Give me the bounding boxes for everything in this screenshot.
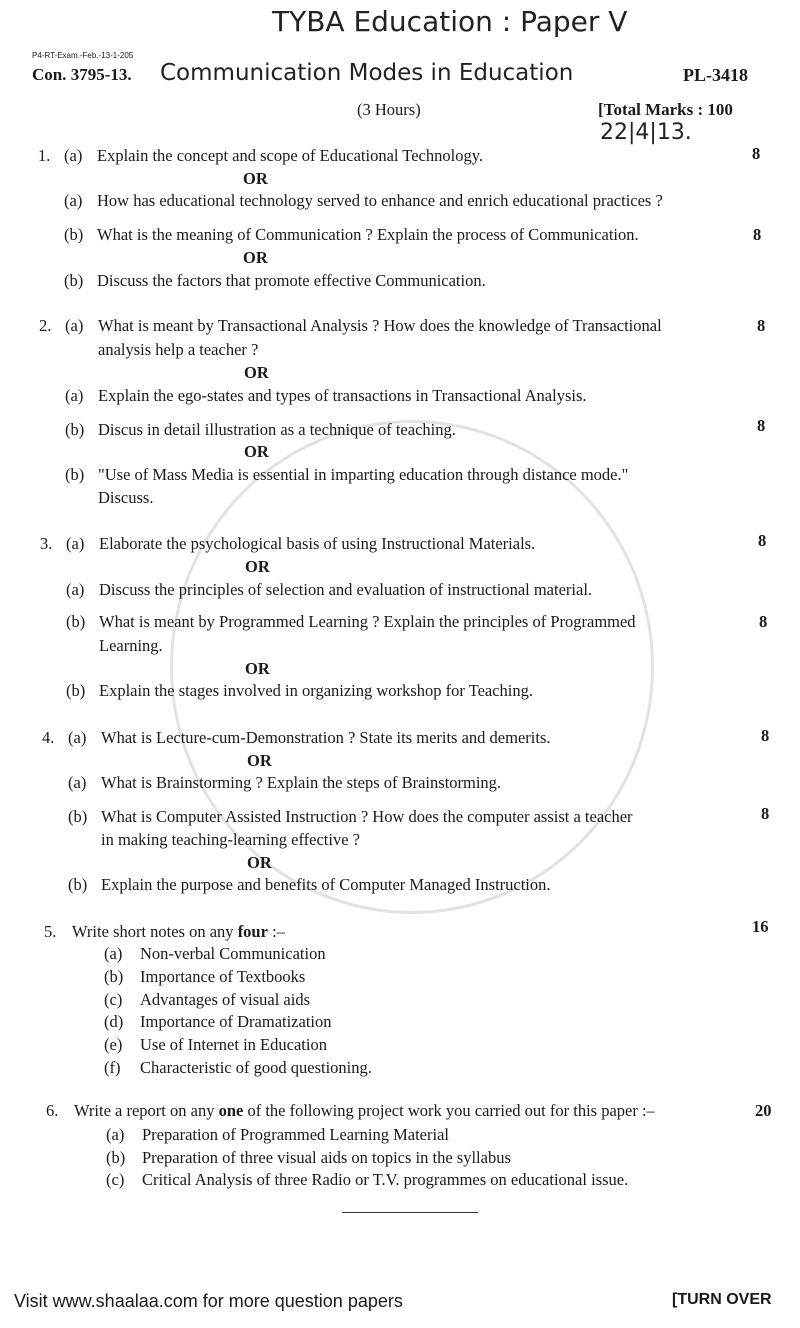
question-text-continued: Learning.	[99, 636, 163, 655]
part-label: (b)	[66, 612, 86, 631]
question-text: What is Lecture-cum-Demonstration ? State its merits and demerits.	[101, 728, 551, 747]
part-label: (b)	[68, 875, 88, 894]
question-text: Explain the stages involved in organizing workshop for Teaching.	[99, 681, 534, 700]
marks: 8	[759, 612, 768, 631]
emphasis-word: four	[237, 922, 268, 941]
total-marks: [Total Marks : 100	[598, 100, 733, 119]
part-label: (a)	[65, 316, 84, 335]
question-text: What is meant by Transactional Analysis ? How does the knowledge of Transactional	[98, 316, 662, 335]
question-text-start: Write short notes on any	[72, 922, 234, 941]
end-divider	[342, 1212, 478, 1213]
part-label: (b)	[65, 465, 85, 484]
sub-item-text: Importance of Dramatization	[140, 1012, 332, 1031]
sub-item-text: Advantages of visual aids	[140, 990, 311, 1009]
sub-item-text: Non-verbal Communication	[140, 944, 326, 963]
sub-label: (b)	[106, 1148, 126, 1167]
or-separator: OR	[247, 751, 272, 770]
question-text	[72, 924, 285, 941]
marks: 8	[753, 225, 762, 244]
duration: (3 Hours)	[357, 100, 421, 119]
or-separator: OR	[245, 557, 270, 576]
part-label: (b)	[68, 807, 88, 826]
question-text: How has educational technology served to enhance and enrich educational practices ?	[97, 191, 663, 210]
sub-label: (b)	[104, 967, 124, 986]
question-number: 3.	[40, 534, 53, 553]
sub-label: (a)	[104, 944, 123, 963]
sub-label: (e)	[104, 1035, 123, 1054]
sub-item-text: Preparation of Programmed Learning Material	[142, 1125, 449, 1144]
marks: 8	[761, 804, 770, 823]
sub-label: (a)	[106, 1125, 125, 1144]
handwritten-date: 22|4|13.	[600, 120, 692, 145]
part-label: (b)	[65, 420, 85, 439]
handwritten-subject: Communication Modes in Education	[160, 60, 574, 86]
question-text-continued: Discuss.	[98, 488, 154, 507]
or-separator: OR	[245, 659, 270, 678]
or-separator: OR	[244, 363, 269, 382]
part-label: (a)	[68, 773, 87, 792]
question-text-end: of the following project work you carried out for this paper :–	[243, 1101, 655, 1120]
marks: 8	[752, 144, 761, 163]
sub-item-text: Characteristic of good questioning.	[140, 1058, 372, 1077]
question-text: Explain the ego-states and types of transactions in Transactional Analysis.	[98, 386, 587, 405]
question-text: Explain the concept and scope of Educational Technology.	[97, 146, 484, 165]
part-label: (b)	[64, 271, 84, 290]
print-code: P4-RT-Exam.-Feb.-13-1-205	[32, 51, 134, 60]
marks: 8	[758, 531, 767, 550]
question-text-continued: analysis help a teacher ?	[98, 340, 259, 359]
question-number: 6.	[46, 1101, 59, 1120]
question-number: 5.	[44, 922, 57, 941]
part-label: (a)	[66, 534, 85, 553]
sub-item-text: Use of Internet in Education	[140, 1035, 327, 1054]
question-number: 2.	[39, 316, 52, 335]
question-text: Explain the purpose and benefits of Computer Managed Instruction.	[101, 875, 551, 894]
sub-item-text: Preparation of three visual aids on topics in the syllabus	[142, 1148, 511, 1167]
emphasis-word: one	[218, 1101, 244, 1120]
question-text: Discus in detail illustration as a technique of teaching.	[98, 420, 456, 439]
part-label: (b)	[66, 681, 86, 700]
footer-visit-text: Visit www.shaalaa.com for more question papers	[14, 1291, 403, 1311]
or-separator: OR	[247, 853, 272, 872]
marks: 8	[761, 726, 770, 745]
sub-label: (c)	[104, 990, 123, 1009]
question-text: Discuss the factors that promote effective Communication.	[97, 271, 486, 290]
part-label: (a)	[65, 386, 84, 405]
part-label: (a)	[64, 191, 83, 210]
part-label: (a)	[68, 728, 87, 747]
question-text: Elaborate the psychological basis of using Instructional Materials.	[99, 534, 536, 553]
part-label: (a)	[64, 146, 83, 165]
sub-label: (f)	[104, 1058, 121, 1077]
part-label: (b)	[64, 225, 84, 244]
or-separator: OR	[243, 248, 268, 267]
con-number: Con. 3795-13.	[32, 65, 132, 84]
question-text: What is Computer Assisted Instruction ? How does the computer assist a teacher	[101, 807, 633, 826]
handwritten-title: TYBA Education : Paper V	[272, 5, 628, 38]
question-number: 1.	[38, 146, 51, 165]
marks: 8	[757, 316, 766, 335]
question-text: What is meant by Programmed Learning ? Explain the principles of Programmed	[99, 612, 636, 631]
question-text	[74, 1103, 655, 1120]
question-text: What is Brainstorming ? Explain the steps of Brainstorming.	[101, 773, 502, 792]
sub-label: (d)	[104, 1012, 124, 1031]
marks: 8	[757, 416, 766, 435]
question-text: "Use of Mass Media is essential in imparting education through distance mode."	[98, 465, 629, 484]
or-separator: OR	[244, 442, 269, 461]
sub-label: (c)	[106, 1170, 125, 1189]
sub-item-text: Critical Analysis of three Radio or T.V. programmes on educational issue.	[142, 1170, 629, 1189]
question-text: What is the meaning of Communication ? Explain the process of Communication.	[97, 225, 639, 244]
question-text-end: :–	[267, 922, 285, 941]
question-text-continued: in making teaching-learning effective ?	[101, 830, 360, 849]
question-text: Discuss the principles of selection and evaluation of instructional material.	[99, 580, 593, 599]
question-number: 4.	[42, 728, 55, 747]
turn-over: [TURN OVER	[672, 1291, 772, 1308]
marks: 20	[755, 1101, 772, 1120]
paper-code: PL-3418	[683, 65, 748, 85]
question-text-start: Write a report on any	[74, 1101, 215, 1120]
or-separator: OR	[243, 169, 268, 188]
part-label: (a)	[66, 580, 85, 599]
marks: 16	[752, 917, 769, 936]
sub-item-text: Importance of Textbooks	[140, 967, 306, 986]
